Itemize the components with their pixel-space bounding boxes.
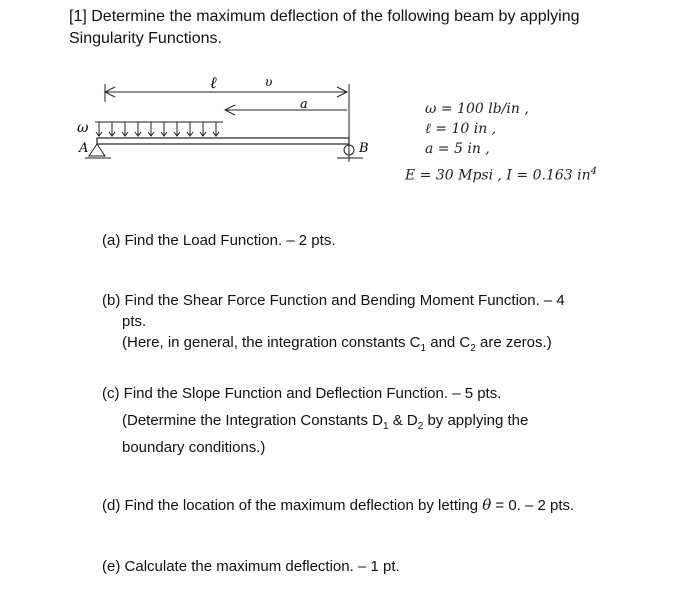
part-c-note xyxy=(102,410,662,437)
part-e xyxy=(102,556,400,577)
part-c-note-sub2: 2 xyxy=(417,421,424,432)
part-c-note-pre: (Determine the Integration Constants D xyxy=(122,412,383,429)
coordinate-v-label: υ xyxy=(265,75,273,89)
part-b xyxy=(102,290,662,359)
part-b-note-pre: (Here, in general, the integration constants C xyxy=(122,334,421,351)
part-b-note-sub2: 2 xyxy=(470,343,476,354)
support-a-label: A xyxy=(79,141,89,156)
part-d-text-post: = 0. – 2 pts. xyxy=(491,497,575,514)
beam-diagram xyxy=(75,72,395,182)
given-i-exponent: 4 xyxy=(590,166,597,177)
load-w-label: ω xyxy=(77,120,89,136)
dimension-l-label: ℓ xyxy=(210,73,217,92)
part-c xyxy=(102,383,662,458)
problem-number: [1] xyxy=(69,8,87,25)
support-b-label: B xyxy=(359,141,369,156)
part-b-note-sub1: 1 xyxy=(420,343,427,354)
problem-title: Determine the maximum deflection of the following beam by applying xyxy=(91,8,580,25)
part-d xyxy=(102,495,574,516)
problem-title-line-1 xyxy=(69,6,669,28)
given-l: ℓ = 10 in , xyxy=(425,121,497,137)
part-b-text-cont: pts. xyxy=(122,313,147,330)
part-e-text: Calculate the maximum deflection. – 1 pt. xyxy=(124,558,400,575)
given-w: ω = 100 lb/in , xyxy=(425,101,529,117)
given-a: a = 5 in , xyxy=(425,141,490,157)
beam xyxy=(97,138,349,144)
problem-title-line-2: Singularity Functions. xyxy=(69,30,222,47)
dimension-a-label: a xyxy=(300,97,308,112)
part-c-note-mid: & D xyxy=(388,412,418,429)
part-b-label: (b) xyxy=(102,292,121,309)
part-c-label: (c) xyxy=(102,385,120,402)
part-c-note-line-2: boundary conditions.) xyxy=(122,439,266,456)
support-a-pin xyxy=(89,144,105,156)
part-a-text: Find the Load Function. – 2 pts. xyxy=(124,232,336,249)
part-c-text: Find the Slope Function and Deflection Function. – 5 pts. xyxy=(123,385,502,402)
theta-symbol: θ xyxy=(482,496,492,514)
given-e-i xyxy=(405,166,597,184)
given-e-i-text: E = 30 Mpsi , I = 0.163 in xyxy=(405,167,591,184)
part-a xyxy=(102,230,335,251)
part-a-label: (a) xyxy=(102,232,121,249)
part-c-note-post: by applying the xyxy=(423,412,529,429)
part-b-note xyxy=(102,332,662,359)
part-b-note-post: are zeros.) xyxy=(475,334,552,351)
part-b-text: Find the Shear Force Function and Bending Moment Function. – 4 xyxy=(124,292,565,309)
part-e-label: (e) xyxy=(102,558,121,575)
part-d-label: (d) xyxy=(102,497,121,514)
part-b-note-mid: and C xyxy=(426,334,471,351)
distributed-load-arrows xyxy=(96,122,219,136)
part-d-text-pre: Find the location of the maximum deflection by letting xyxy=(124,497,483,514)
problem-statement xyxy=(69,6,669,50)
part-c-note-sub1: 1 xyxy=(382,421,389,432)
